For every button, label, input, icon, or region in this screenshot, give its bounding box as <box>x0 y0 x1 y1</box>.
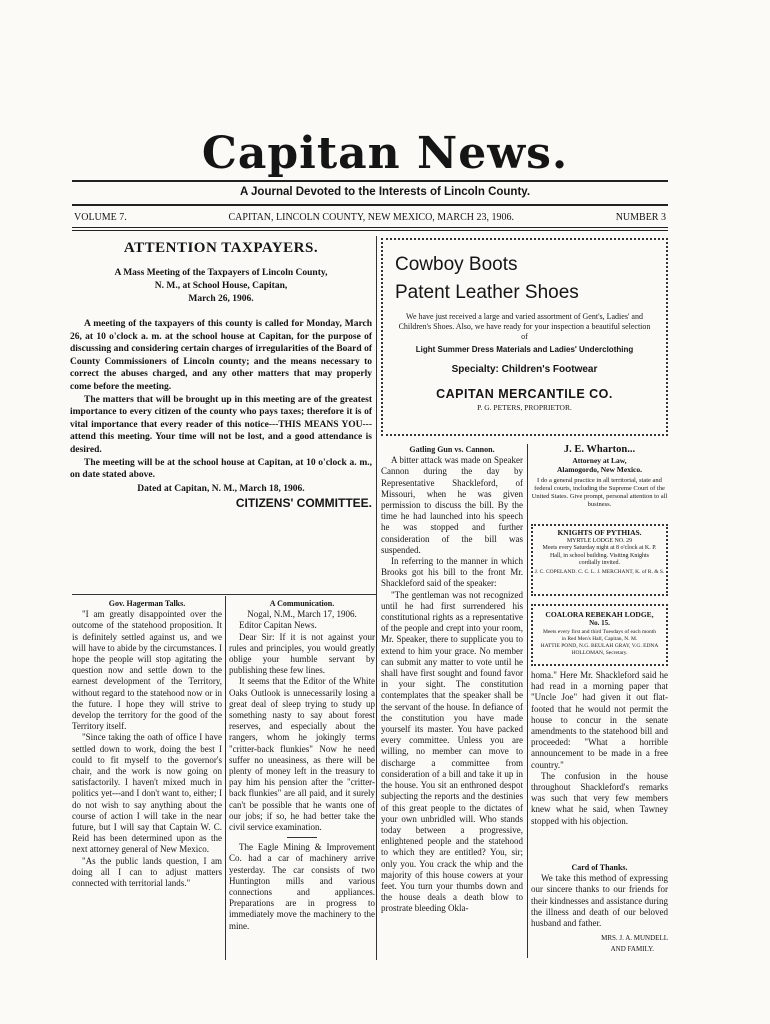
gatling-p3: "The gentleman was not recognized until he had first surrendered his constitutional rights as a representative of the people and crept into your room, Mr. Speaker, there to supplicate you to extend to him your grace. No member can submit any matter to vote until he shall have first sought and found favor in your sight. The constitution contemplates that the speaker shall be the servant of the house. In defiance of the constitution you have made yourself its master. You have packed every committee. Unless you are willing, no member can move to discharge a committee from consideration of a bill and take it up in the house. You sit an enthroned despot subjecting the reports and the destinies of this great people to the dictates of your own unbridled will. Who stands today between a progressive, enlightened people and the statehood to which they are entitled? You, sir; only you. You crack the whip and the majority of this house cowers at your feet. You turn your thumbs down and the house deals a death blow to prostrate bleeding Okla- <box>381 589 523 914</box>
column-divider-lower <box>225 596 226 960</box>
masthead-rule <box>72 180 668 182</box>
taxpayers-signature: CITIZENS' COMMITTEE. <box>235 495 372 510</box>
thanks-title: Card of Thanks. <box>571 863 628 872</box>
thanks-sig2: AND FAMILY. <box>610 945 654 954</box>
place-date: CAPITAN, LINCOLN COUNTY, NEW MEXICO, MARCH 23, 1906. <box>228 212 514 223</box>
hagerman-title: Gov. Hagerman Talks. <box>108 599 186 608</box>
gatling-article <box>381 444 523 1004</box>
rebekah-officer-1: HATTIE POND, N.G. <box>540 643 590 649</box>
subhead-line-2: N. M., at School House, Capitan, <box>154 281 288 291</box>
communication-salutation: Editor Capitan News. <box>239 620 317 631</box>
hagerman-p3: "As the public lands question, I am doing all I can to adjust matters connected with territorial lands." <box>72 855 222 889</box>
taxpayers-p2: The matters that will be brought up in this meeting are of the greatest importance to every citizen of the county who pays taxes; therefore it is of vital importance that every reader of this notice---THIS MEANS YOU---attend this meeting. Your time will not be lost, and a good attendance is desired. <box>70 394 372 455</box>
hagerman-p1: "I am greatly disappointed over the outcome of the statehood proposition. It is definitely settled against us, and we will have to abide by the circumstances. I hope the people will stop agitating the question now and settle down to the earnest development of the Territory, without regard to the statehood now or in the future. I hope they will strive to develop the territory for the good of the Territory itself. <box>72 609 222 732</box>
motto: A Journal Devoted to the Interests of Lincoln County. <box>239 186 531 198</box>
taxpayers-notice <box>70 240 372 592</box>
dateline-bottom-rule-2 <box>72 230 668 231</box>
communication-dateline: Nogal, N.M., March 17, 1906. <box>247 609 357 620</box>
rebekah-title: COALORA REBEKAH LODGE, <box>545 610 654 619</box>
column-divider-middle <box>376 596 377 960</box>
taxpayers-subhead <box>70 267 372 306</box>
wharton-role: Attorney at Law, <box>572 456 627 465</box>
hagerman-article <box>72 598 222 1008</box>
dateline <box>74 212 666 223</box>
boots-advertisement <box>381 238 668 436</box>
wharton-name: J. E. Wharton... <box>563 444 636 455</box>
gatling-p1: A bitter attack was made on Speaker Cannon during the day by Representative Shackleford, of Missouri, when he was given permission to discuss the bill. By the time he had launched into his speech he was stopped and further consideration of the bill was suspended. <box>381 455 523 555</box>
gatling-cont2: The confusion in the house throughout Shackleford's remarks was such that very few members knew what he said, when Tawney stopped with his objection. <box>531 770 668 826</box>
taxpayers-p3: The meeting will be at the school house at Capitan, at 10 o'clock a. m., on date stated above. <box>70 457 372 481</box>
communication-p2: It seems that the Editor of the White Oaks Outlook is unnecessarily losing a great deal of sleep trying to study up something nasty to say about forest reserves, and especially about the rangers, whom he jokingly terms "critter-back flunkies" Now he need suffer no uneasiness, as there will be plenty of money left in the treasury to pay him his pension after the "critter-back flunkies" are all paid, and it surely can't be possible that he wants one of our jobs; if so, he had better take the civil service examination. <box>229 676 375 833</box>
column-divider-upper <box>376 236 377 596</box>
hagerman-p2: "Since taking the oath of office I have settled down to work, doing the best I could to fit myself to the governor's chair, and the work is now going on satisfactorily. I haven't mixed much in politics yet---and I don't want to, either; I do not wish to say anything about the course of action I will take in the near future, but I will say that Captain W. C. Reid has been determined upon as the next attorney general of New Mexico. <box>72 732 222 855</box>
thanks-card <box>531 862 668 956</box>
ad-boots-proprietor: P. G. PETERS, PROPRIETOR. <box>477 403 572 412</box>
subhead-line-3: March 26, 1906. <box>188 294 254 304</box>
gatling-p2: In referring to the manner in which Brooks got his bill to the front Mr. Shackleford said of the speaker: <box>381 556 523 589</box>
communication-article <box>229 598 375 1008</box>
column-divider-right <box>527 444 528 958</box>
lower-section-rule <box>72 594 376 595</box>
gatling-continuation <box>531 670 668 827</box>
communication-divider <box>287 837 317 838</box>
taxpayers-headline: ATTENTION TAXPAYERS. <box>123 240 319 256</box>
ad-boots-line2: Patent Leather Shoes <box>395 282 579 303</box>
ad-boots-body: We have just received a large and varied assortment of Gent's, Ladies' and Children's Shoes. Also, we have ready for your inspection a beautiful selection of <box>398 312 651 341</box>
taxpayers-body <box>70 318 372 482</box>
thanks-body: We take this method of expressing our sincere thanks to our friends for their kindnesses and assistance during the illness and death of our beloved husband and father. <box>531 873 668 929</box>
thanks-sig1: MRS. J. A. MUNDELL <box>601 934 668 943</box>
rebekah-body: Meets every first and third Tuesdays of each month in Red Men's Hall, Capitan, N. M. <box>542 629 657 642</box>
pythias-title: KNIGHTS OF PYTHIAS. <box>557 528 642 537</box>
gatling-title: Gatling Gun vs. Cannon. <box>409 445 495 454</box>
pythias-officers <box>533 568 666 576</box>
rebekah-officer-3: EDNA HOLLOMAN, Secretary. <box>571 643 659 656</box>
masthead: Capitan News. <box>201 128 569 179</box>
ad-boots-store: CAPITAN MERCANTILE CO. <box>436 387 613 401</box>
taxpayers-p1: A meeting of the taxpayers of this county is called for Monday, March 26, at 10 o'clock a. m. at the school house at Capitan, for the purpose of discussing and considering certain charges of irregularities of the Board of County Commissioners of Lincoln county; and the means necessary to correct the abuses charged, and any other matters that may properly come before the meeting. <box>70 319 372 392</box>
issue-number: NUMBER 3 <box>615 212 666 223</box>
pythias-body: Meets every Saturday night at 8 o'clock at K. P. Hall, in school building. Visiting Knights cordially invited. <box>542 545 657 566</box>
rebekah-number: No. 15. <box>589 619 610 627</box>
rebekah-officer-2: BEULAH GRAY, V.G. <box>591 643 642 649</box>
subhead-line-1: A Mass Meeting of the Taxpayers of Lincoln County, <box>114 268 328 278</box>
pythias-card <box>531 524 668 596</box>
pythias-lodge: MYRTLE LODGE NO. 29 <box>566 538 633 544</box>
communication-p3: The Eagle Mining & Improvement Co. had a car of machinery arrive yesterday. The car consists of two Huntington mills and various connections and appliances. Preparations are in progress to immediately move the machinery to the mine. <box>229 842 375 931</box>
ad-boots-line1: Cowboy Boots <box>395 254 518 275</box>
ad-boots-specialty: Specialty: Children's Footwear <box>451 364 598 375</box>
pythias-officer-1: J. C. COPELAND. C. C. <box>534 568 590 575</box>
dateline-top-rule <box>72 204 668 206</box>
ad-boots-fabrics: Light Summer Dress Materials and Ladies' Underclothing <box>415 345 634 354</box>
volume: VOLUME 7. <box>74 212 127 223</box>
gatling-cont: homa." Here Mr. Shackleford said he had read in a morning paper that "Uncle Joe" had given it out flat-footed that he would not permit the house to concur in the senate amendments to the statehood bill and proceeded: "What a horrible announcement to be made in a free country." <box>531 670 668 770</box>
pythias-officer-2: L. J. MERCHANT, K. of R. & S. <box>590 568 665 575</box>
communication-p1: Dear Sir: If it is not against your rules and principles, you would greatly oblige your humble servant by publishing these few lines. <box>229 631 375 676</box>
rebekah-card <box>531 604 668 666</box>
wharton-place: Alamogordo, New Mexico. <box>557 465 642 474</box>
dateline-bottom-rule <box>72 227 668 228</box>
rebekah-officers <box>533 643 666 657</box>
wharton-body: I do a general practice in all territorial, state and federal courts, including the Supreme Court of the United States. Give prompt, personal attention to all business. <box>531 477 668 508</box>
communication-title: A Communication. <box>269 599 335 608</box>
wharton-card <box>531 444 668 509</box>
taxpayers-dated: Dated at Capitan, N. M., March 18, 1906. <box>137 483 305 494</box>
